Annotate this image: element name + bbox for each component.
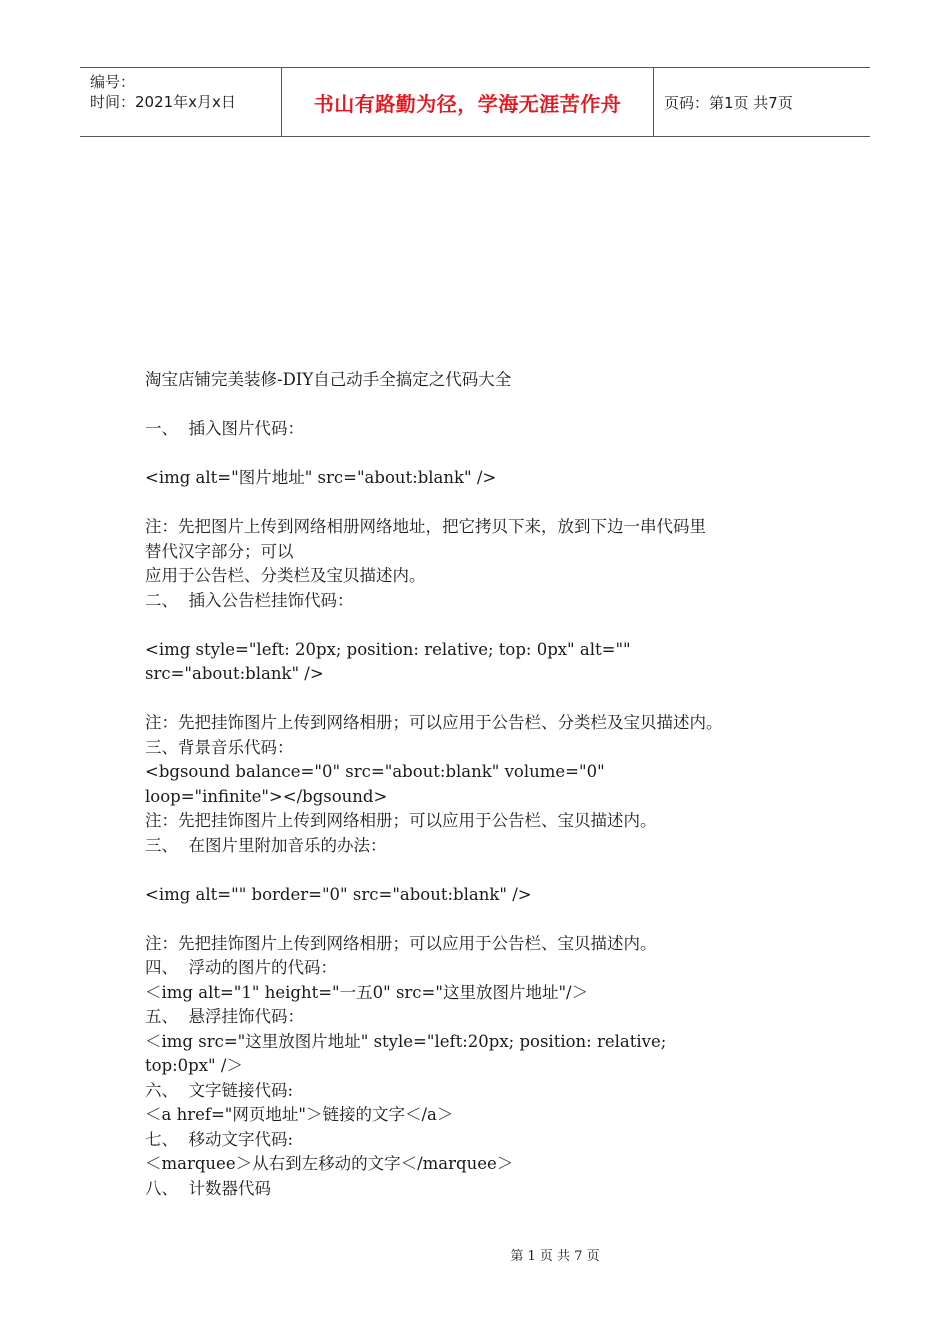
header-page-info: 页码：第1页 共7页 — [664, 93, 793, 112]
text-line: 六、 文字链接代码: — [145, 1080, 294, 1100]
text-line: src="about:blank" /> — [145, 664, 324, 683]
text-line: 注：先把挂饰图片上传到网络相册；可以应用于公告栏、宝贝描述内。 — [145, 933, 657, 953]
text-line: 注：先把挂饰图片上传到网络相册；可以应用于公告栏、分类栏及宝贝描述内。 — [145, 713, 723, 732]
text-line: 淘宝店铺完美装修-DIY自己动手全搞定之代码大全 — [145, 370, 512, 389]
text-line: 应用于公告栏、分类栏及宝贝描述内。 — [145, 566, 426, 585]
text-line — [145, 442, 825, 467]
text-line: 一、 插入图片代码： — [145, 419, 304, 438]
text-line — [145, 687, 825, 712]
header-meta — [80, 68, 282, 136]
text-line: 替代汉字部分；可以 — [145, 541, 294, 561]
document-body — [145, 368, 825, 1201]
page-header — [80, 67, 870, 137]
text-line — [145, 491, 825, 516]
text-line: loop="infinite"></bgsound> — [145, 786, 388, 806]
text-line: <bgsound balance="0" src="about:blank" volume="0" — [145, 762, 605, 781]
text-line — [145, 907, 825, 932]
text-line: 三、 在图片里附加音乐的办法： — [145, 835, 387, 855]
document-time: 时间：2021年x月x日 — [90, 93, 236, 111]
text-line: ＜img alt="1" height="一五0" src="这里放图片地址"/＞ — [145, 982, 589, 1002]
text-line: 七、 移动文字代码: — [145, 1129, 294, 1149]
document-number: 编号： — [90, 73, 136, 91]
text-line: ＜marquee＞从右到左移动的文字＜/marquee＞ — [145, 1154, 514, 1173]
header-motto: 书山有路勤为径，学海无涯苦作舟 — [282, 68, 654, 136]
text-line — [145, 393, 825, 418]
text-line: top:0px" /＞ — [145, 1056, 243, 1075]
text-line: 注：先把图片上传到网络相册网络地址，把它拷贝下来，放到下边一串代码里 — [145, 517, 706, 536]
text-line — [145, 613, 825, 638]
text-line: 注：先把挂饰图片上传到网络相册；可以应用于公告栏、宝贝描述内。 — [145, 811, 657, 830]
text-line: 八、 计数器代码 — [145, 1178, 271, 1198]
text-line: 三、背景音乐代码： — [145, 737, 294, 757]
text-line: 四、 浮动的图片的代码： — [145, 958, 337, 977]
text-line: 五、 悬浮挂饰代码： — [145, 1007, 304, 1026]
text-line: ＜a href="网页地址"＞链接的文字＜/a＞ — [145, 1105, 454, 1124]
text-line: <img style="left: 20px; position: relative; top: 0px" alt="" — [145, 639, 631, 659]
text-line: <img alt="图片地址" src="about:blank" /> — [145, 468, 497, 487]
page-footer: 第 1 页 共 7 页 — [510, 1249, 600, 1264]
text-line: ＜img src="这里放图片地址" style="left:20px; position: relative; — [145, 1031, 667, 1051]
text-line — [145, 858, 825, 883]
text-line: <img alt="" border="0" src="about:blank" /> — [145, 884, 532, 904]
text-line: 二、 插入公告栏挂饰代码： — [145, 590, 354, 610]
